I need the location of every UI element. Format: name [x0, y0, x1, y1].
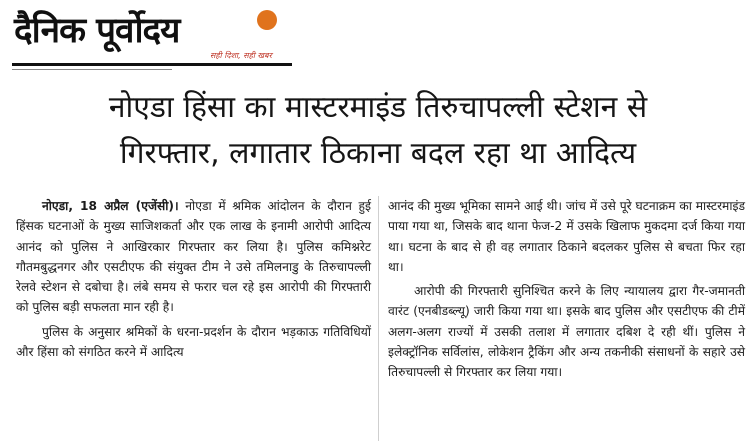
masthead-rule: [12, 63, 292, 66]
article-paragraph: आनंद की मुख्य भूमिका सामने आई थी। जांच में उसे पूरे घटनाक्रम का मास्टरमाइंड पाया गया था, जिसके बाद थाना फेज-2 में उसके खिलाफ मुकदमा दर्ज किया गया था। घटना के बाद से ही वह लगातार ठिकाने बदलकर पुलिस से बचता फिर रहा था।: [388, 199, 745, 274]
dateline: नोएडा, 18 अप्रैल (एजेंसी)।: [42, 199, 179, 213]
masthead: [12, 6, 287, 70]
article-column-right: [388, 196, 745, 383]
masthead-subrule: [12, 69, 172, 70]
paragraph-text: नोएडा में श्रमिक आंदोलन के दौरान हुई हिंसक घटनाओं के मुख्य साजिशकर्ता और एक लाख के इनामी आरोपी आदित्य आनंद को पुलिस ने आखिरकार गिरफ्तार कर लिया है। पुलिस कमिश्नरेट गौतमबुद्धनगर और एसटीएफ की संयुक्त टीम ने उसे तमिलनाडु के तिरुचापल्ली रेलवे स्टेशन से दबोचा है। लंबे समय से फरार चल रहे इस आरोपी की गिरफ्तारी को पुलिस बड़ी सफलता मान रही है।: [16, 199, 371, 315]
article-paragraph: [16, 196, 371, 318]
headline-line-2: गिरफ्तार, लगातार ठिकाना बदल रहा था आदित्य: [119, 136, 637, 171]
headline-line-1: नोएडा हिंसा का मास्टरमाइंड तिरुचापल्ली स्टेशन से: [108, 90, 648, 125]
newspaper-logo: दैनिक पूर्वोदय: [14, 11, 180, 51]
article-column-left: [16, 196, 371, 362]
article-paragraph: आरोपी की गिरफ्तारी सुनिश्चित करने के लिए न्यायालय द्वारा गैर-जमानती वारंट (एनबीडब्ल्यू) जारी किया गया था। इसके बाद पुलिस और एसटीएफ की टीमें अलग-अलग राज्यों में उसकी तलाश में लगातार दबिश दे रही थीं। पुलिस ने इलेक्ट्रॉनिक सर्विलांस, लोकेशन ट्रैकिंग और अन्य तकनीकी संसाधनों के सहारे उसे तिरुचापल्ली से गिरफ्तार कर लिया गया।: [388, 284, 745, 380]
column-divider: [378, 196, 379, 441]
article-paragraph: पुलिस के अनुसार श्रमिकों के धरना-प्रदर्शन के दौरान भड़काऊ गतिविधियों और हिंसा को संगठित करने में आदित्य: [16, 324, 371, 360]
logo-sun-icon: [257, 10, 277, 30]
masthead-tagline: सही दिशा, सही खबर: [210, 51, 272, 60]
